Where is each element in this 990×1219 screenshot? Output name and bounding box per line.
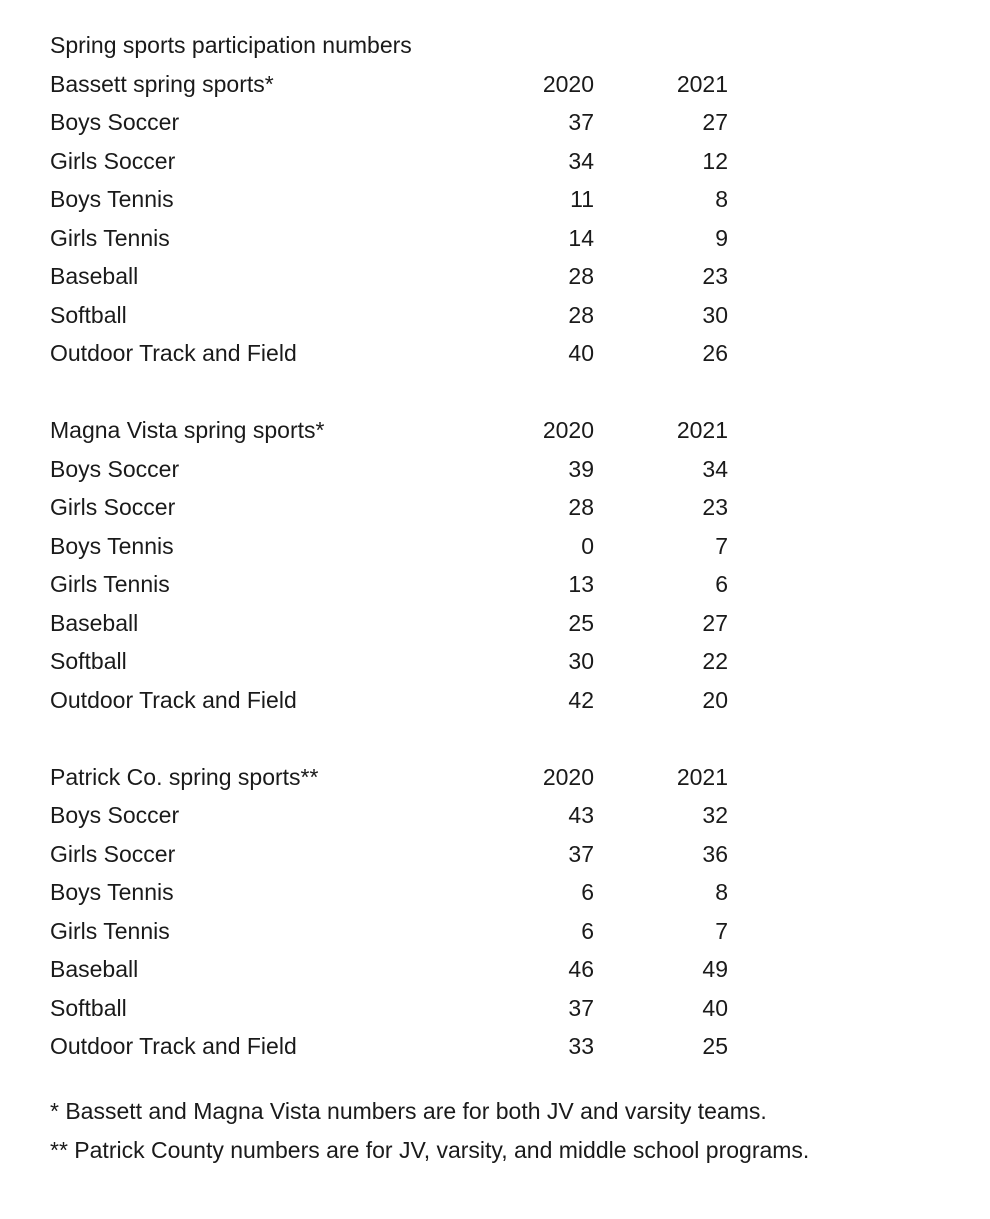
- value-2021: 40: [702, 994, 728, 1021]
- sport-name: Boys Tennis: [50, 186, 174, 212]
- value-2020: 6: [581, 917, 594, 944]
- table-row: [50, 796, 950, 835]
- value-2021: 27: [702, 609, 728, 636]
- value-2020: 13: [568, 571, 594, 597]
- section-bassett: [50, 65, 950, 373]
- column-header-2021: 2021: [676, 763, 728, 790]
- column-header-2020: 2020: [542, 763, 594, 790]
- table-row: [50, 296, 950, 335]
- value-2021: 8: [715, 186, 728, 212]
- value-2020: 25: [568, 609, 594, 636]
- sport-name: Baseball: [50, 609, 139, 636]
- value-2021: 32: [702, 802, 728, 828]
- column-header-2021: 2021: [676, 70, 728, 97]
- value-2020: 0: [581, 532, 594, 559]
- table-row: [50, 334, 950, 373]
- value-2020: 39: [568, 455, 594, 482]
- value-2021: 27: [702, 109, 728, 135]
- table-row: [50, 912, 950, 951]
- value-2021: 25: [702, 1033, 728, 1059]
- value-2020: 33: [568, 1033, 594, 1059]
- value-2020: 42: [568, 686, 594, 713]
- table-row: [50, 565, 950, 604]
- document: [50, 26, 950, 1170]
- table-row: [50, 219, 950, 258]
- table-row: [50, 681, 950, 720]
- value-2020: 34: [568, 147, 594, 174]
- value-2020: 6: [581, 879, 594, 905]
- column-header-2021: 2021: [676, 417, 728, 443]
- sport-name: Boys Soccer: [50, 109, 180, 135]
- value-2021: 23: [702, 263, 728, 289]
- table-row: [50, 604, 950, 643]
- value-2021: 7: [715, 532, 728, 559]
- footnote-double-asterisk: ** Patrick County numbers are for JV, varsity, and middle school programs.: [50, 1136, 810, 1163]
- sport-name: Outdoor Track and Field: [50, 1033, 297, 1059]
- footnotes: [50, 1092, 950, 1170]
- table-row: [50, 142, 950, 181]
- value-2021: 34: [702, 455, 728, 482]
- value-2020: 11: [570, 186, 594, 212]
- value-2021: 26: [702, 340, 728, 366]
- title-text: Spring sports participation numbers: [50, 32, 412, 58]
- value-2021: 49: [702, 956, 728, 982]
- table-row: [50, 642, 950, 681]
- value-2021: 9: [715, 224, 728, 251]
- sport-name: Boys Tennis: [50, 532, 174, 559]
- value-2020: 37: [568, 109, 594, 135]
- sport-name: Girls Soccer: [50, 840, 176, 867]
- section-spacer: [50, 373, 950, 412]
- table-row: [50, 989, 950, 1028]
- section-heading: Bassett spring sports*: [50, 70, 274, 97]
- sport-name: Outdoor Track and Field: [50, 686, 297, 713]
- value-2020: 14: [568, 224, 594, 251]
- sport-name: Outdoor Track and Field: [50, 340, 297, 366]
- table-row: [50, 103, 950, 142]
- table-row: [50, 527, 950, 566]
- value-2020: 28: [568, 494, 594, 520]
- value-2020: 43: [568, 802, 594, 828]
- value-2021: 20: [702, 686, 728, 713]
- table-row: [50, 835, 950, 874]
- sport-name: Baseball: [50, 956, 139, 982]
- value-2021: 7: [715, 917, 728, 944]
- sport-name: Boys Tennis: [50, 879, 174, 905]
- sport-name: Boys Soccer: [50, 455, 180, 482]
- table-row: [50, 873, 950, 912]
- value-2021: 8: [715, 879, 728, 905]
- section-patrick-co: [50, 758, 950, 1066]
- section-heading: Patrick Co. spring sports**: [50, 763, 319, 790]
- section-heading-row: [50, 411, 950, 450]
- section-magna-vista: [50, 411, 950, 719]
- sport-name: Girls Tennis: [50, 917, 170, 944]
- value-2021: 12: [702, 147, 728, 174]
- section-spacer: [50, 719, 950, 758]
- value-2020: 28: [568, 263, 594, 289]
- value-2020: 37: [568, 840, 594, 867]
- sport-name: Softball: [50, 648, 127, 674]
- sport-name: Boys Soccer: [50, 802, 180, 828]
- section-heading-row: [50, 758, 950, 797]
- sport-name: Girls Tennis: [50, 571, 170, 597]
- value-2020: 30: [568, 648, 594, 674]
- value-2021: 22: [702, 648, 728, 674]
- table-row: [50, 450, 950, 489]
- value-2020: 37: [568, 994, 594, 1021]
- section-heading: Magna Vista spring sports*: [50, 417, 325, 443]
- value-2021: 6: [715, 571, 728, 597]
- sport-name: Softball: [50, 301, 127, 328]
- sport-name: Softball: [50, 994, 127, 1021]
- table-row: [50, 488, 950, 527]
- value-2021: 36: [702, 840, 728, 867]
- value-2021: 30: [702, 301, 728, 328]
- table-row: [50, 950, 950, 989]
- sport-name: Girls Tennis: [50, 224, 170, 251]
- document-title: [50, 26, 950, 65]
- value-2020: 40: [568, 340, 594, 366]
- column-header-2020: 2020: [542, 70, 594, 97]
- table-row: [50, 1027, 950, 1066]
- value-2020: 28: [568, 301, 594, 328]
- footnote-single-asterisk: * Bassett and Magna Vista numbers are for both JV and varsity teams.: [50, 1097, 767, 1124]
- sport-name: Girls Soccer: [50, 494, 176, 520]
- value-2021: 23: [702, 494, 728, 520]
- table-row: [50, 180, 950, 219]
- sport-name: Baseball: [50, 263, 139, 289]
- section-heading-row: [50, 65, 950, 104]
- sport-name: Girls Soccer: [50, 147, 176, 174]
- table-row: [50, 257, 950, 296]
- column-header-2020: 2020: [542, 417, 594, 443]
- value-2020: 46: [568, 956, 594, 982]
